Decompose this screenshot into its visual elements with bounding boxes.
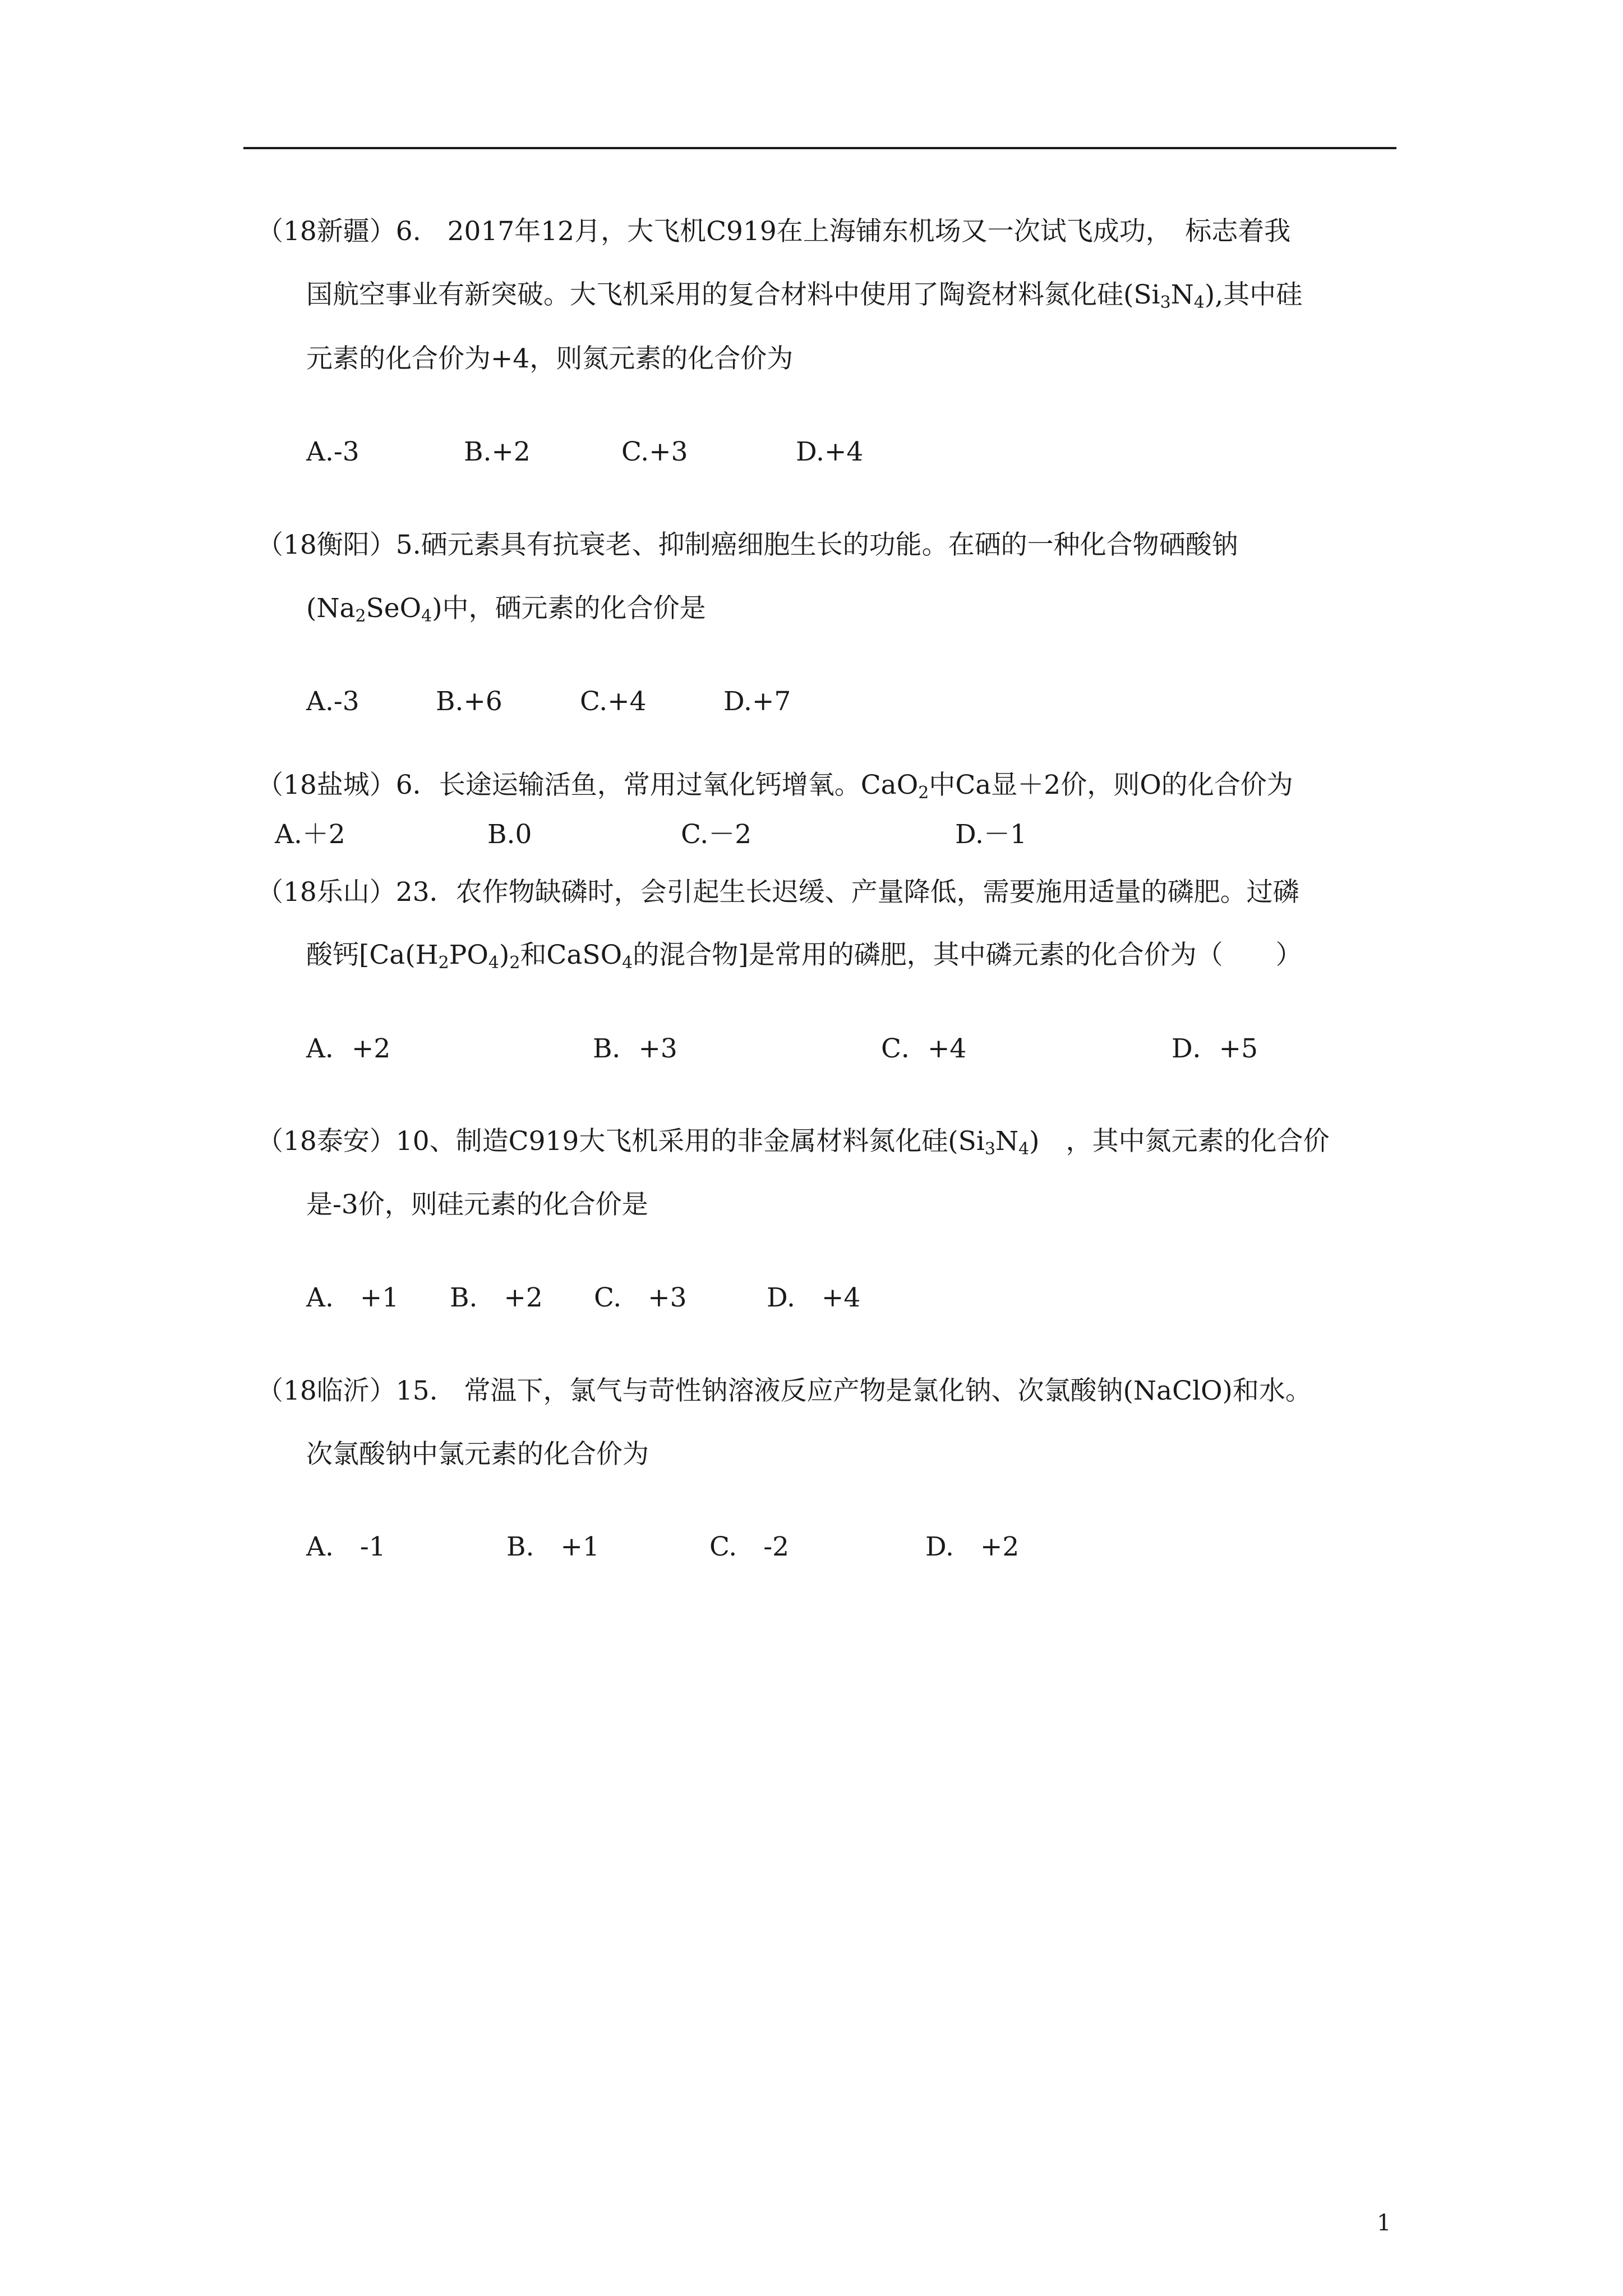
option-b: B. +2 [450,1282,543,1313]
question-text: 国航空事业有新突破。大飞机采用的复合材料中使用了陶瓷材料氮化硅$(Si_3N_4)$,其中硅 [306,279,1303,312]
option-c: C. -2 [709,1531,790,1562]
option-d: D.－1 [955,819,1027,850]
option-a: A.＋2 [275,819,345,850]
question-text: （18乐山）23．农作物缺磷时，会引起生长迟缓、产量降低，需要施用适量的磷肥。过磷 [257,877,1299,908]
question-text: 元素的化合价为+4，则氮元素的化合价为 [306,343,794,374]
question-text: 次氯酸钠中氯元素的化合价为 [306,1439,649,1470]
option-a: A.-3 [306,436,359,467]
option-d: D.+7 [723,686,791,717]
option-b: B．+3 [593,1033,677,1064]
question-text: （18衡阳）5.硒元素具有抗衰老、抑制癌细胞生长的功能。在硒的一种化合物硒酸钠 [257,530,1238,560]
question-text: （18新疆）6. 2017年12月，大飞机C919在上海铺东机场又一次试飞成功， 标志着我 [257,216,1291,247]
header-rule [243,147,1396,149]
option-d: D．+5 [1172,1033,1258,1064]
question-text: 酸钙[$Ca(H_2PO_4)_2$和CaSO$_4$的混合物]是常用的磷肥，其中磷元素的化合价为（ ） [306,940,1302,973]
option-a: A．+2 [306,1033,391,1064]
option-b: B. +1 [506,1531,600,1562]
option-c: C．+4 [881,1033,967,1064]
question-text: 是-3价，则硅元素的化合价是 [306,1189,648,1220]
option-b: B.+6 [436,686,502,717]
option-b: B.+2 [464,436,531,467]
page-number: 1 [1377,2210,1391,2236]
option-b: B.0 [487,819,532,850]
option-c: C. +3 [594,1282,687,1313]
option-d: D. +2 [925,1531,1020,1562]
option-a: A.-3 [306,686,359,717]
option-a: A. -1 [306,1531,386,1562]
option-c: C.+4 [580,686,647,717]
option-c: C.+3 [621,436,688,467]
question-text: $(Na_2SeO_4)$中，硒元素的化合价是 [306,593,706,626]
option-a: A. +1 [306,1282,399,1313]
option-d: D.+4 [796,436,864,467]
question-text: （18泰安）10、制造C919大飞机采用的非金属材料氮化硅$(Si_3N_4)$ ，其中氮元素的化合价 [257,1126,1330,1159]
question-text: （18临沂）15. 常温下，氯气与苛性钠溶液反应产物是氯化钠、次氯酸钠(NaClO)和水。 [257,1375,1312,1406]
option-d: D. +4 [767,1282,861,1313]
question-text: （18盐城）6．长途运输活鱼，常用过氧化钙增氧。CaO$_2$中Ca显＋2价，则O的化合价为 [257,770,1293,803]
option-c: C.－2 [681,819,752,850]
